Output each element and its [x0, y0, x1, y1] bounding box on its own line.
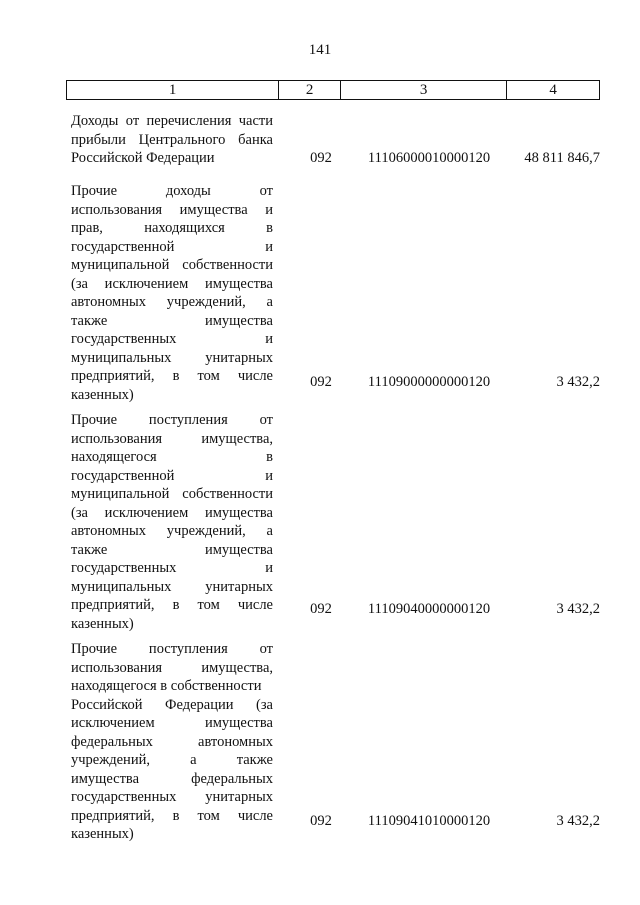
row-description [71, 182, 273, 404]
description-line: находящегося в [71, 449, 273, 465]
table-header [66, 80, 600, 100]
row-description [71, 411, 273, 633]
row-description [71, 640, 273, 844]
description-line: Прочие поступления от [71, 641, 273, 657]
description-line: государственной и [71, 467, 273, 484]
description-line: также имущества [71, 541, 273, 558]
amount: 3 432,2 [556, 374, 600, 390]
admin-code: 092 [310, 601, 332, 617]
admin-code: 092 [310, 374, 332, 390]
description-line: казенных) [71, 615, 134, 632]
description-line: казенных) [71, 386, 134, 403]
description-line: прав, находящихся в [71, 220, 273, 236]
description-line: автономных учреждений, а [71, 294, 273, 310]
description-line: Российской Федерации [71, 150, 215, 166]
description-line: муниципальных унитарных [71, 349, 273, 366]
header-col-3: 3 [341, 81, 507, 99]
page-number: 141 [308, 42, 332, 58]
header-col-2: 2 [279, 81, 341, 99]
admin-code: 092 [310, 150, 332, 166]
description-line: государственной и [71, 238, 273, 255]
budget-classification-code: 11109000000000120 [367, 374, 491, 390]
description-line: прибыли Центрального банка [71, 131, 273, 148]
description-line: предприятий, в том числе [71, 597, 273, 613]
description-line: (за исключением имущества [71, 504, 273, 521]
description-line: Прочие доходы от [71, 183, 273, 199]
description-line: муниципальной собственности [71, 486, 273, 502]
description-line: использования имущества и [71, 201, 273, 218]
description-line: использования имущества, [71, 659, 273, 676]
budget-classification-code: 11109040000000120 [367, 601, 491, 617]
header-col-4: 4 [549, 81, 557, 98]
description-line: исключением имущества [71, 715, 273, 731]
description-line: Российской Федерации (за [71, 696, 273, 713]
row-description [71, 112, 273, 168]
amount: 3 432,2 [556, 601, 600, 617]
description-line: предприятий, в том числе [71, 807, 273, 824]
description-line: казенных) [71, 826, 134, 842]
description-line: автономных учреждений, а [71, 523, 273, 539]
description-line: федеральных автономных [71, 733, 273, 750]
budget-classification-code: 11109041010000120 [367, 813, 491, 829]
amount: 3 432,2 [556, 813, 600, 829]
admin-code: 092 [310, 813, 332, 829]
description-line: находящегося в собственности [71, 678, 262, 694]
description-line: предприятий, в том числе [71, 368, 273, 384]
amount: 48 811 846,7 [524, 150, 600, 166]
budget-classification-code: 11106000010000120 [367, 150, 491, 166]
description-line: государственных и [71, 560, 273, 576]
description-line: муниципальных унитарных [71, 578, 273, 595]
description-line: Прочие поступления от [71, 412, 273, 428]
description-line: также имущества [71, 312, 273, 329]
description-line: (за исключением имущества [71, 275, 273, 292]
description-line: учреждений, а также [71, 752, 273, 768]
description-line: государственных унитарных [71, 789, 273, 805]
description-line: использования имущества, [71, 430, 273, 447]
description-line: имущества федеральных [71, 770, 273, 787]
description-line: муниципальной собственности [71, 257, 273, 273]
description-line: Доходы от перечисления части [71, 113, 273, 129]
description-line: государственных и [71, 331, 273, 347]
header-col-1: 1 [67, 81, 279, 99]
